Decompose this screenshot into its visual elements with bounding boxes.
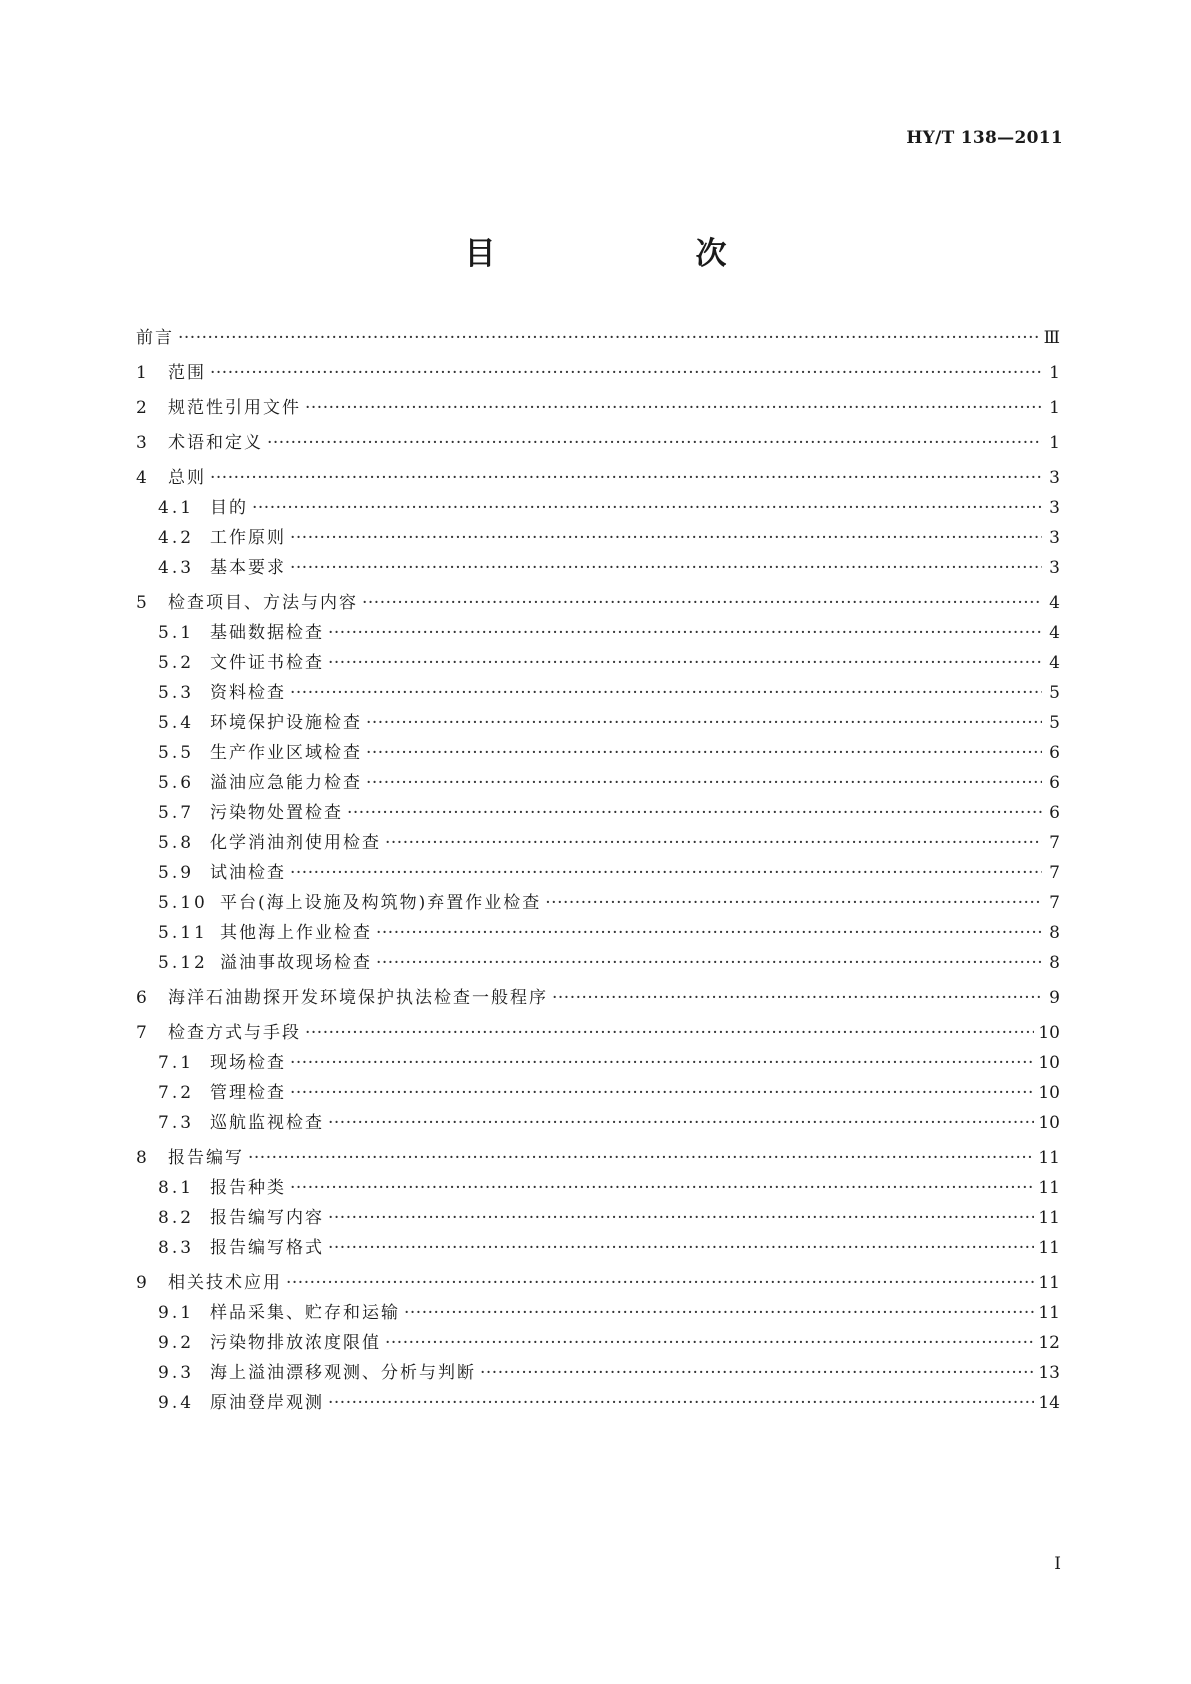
table-of-contents <box>136 330 1060 1412</box>
toc-entry-title: 溢油事故现场检查 <box>220 953 372 973</box>
toc-entry-page: 11 <box>1038 1238 1060 1258</box>
dot-leader <box>290 685 1042 702</box>
toc-entry[interactable] <box>136 595 1060 612</box>
toc-entry[interactable] <box>136 895 1060 912</box>
toc-entry-page: 11 <box>1038 1178 1060 1198</box>
toc-entry-page: 7 <box>1049 833 1060 853</box>
toc-entry[interactable] <box>136 365 1060 382</box>
dot-leader <box>210 470 1042 487</box>
dot-leader <box>290 1055 1034 1072</box>
toc-entry-page: 4 <box>1049 593 1060 613</box>
toc-entry-title: 前言 <box>136 328 174 348</box>
dot-leader <box>328 1240 1034 1257</box>
dot-leader <box>328 1115 1034 1132</box>
toc-entry-number: 5.5 <box>158 743 195 763</box>
toc-entry-page: 14 <box>1038 1393 1060 1413</box>
toc-entry[interactable] <box>136 835 1060 852</box>
dot-leader <box>328 625 1042 642</box>
toc-entry-number: 5.10 <box>158 893 208 913</box>
toc-entry-page: 1 <box>1049 398 1060 418</box>
toc-entry-title: 巡航监视检查 <box>210 1113 324 1133</box>
toc-entry-number: 7 <box>136 1023 150 1043</box>
toc-entry-page: 1 <box>1049 433 1060 453</box>
dot-leader <box>347 805 1042 822</box>
toc-entry-title: 基础数据检查 <box>210 623 324 643</box>
toc-entry-title: 工作原则 <box>210 528 286 548</box>
toc-entry[interactable] <box>136 1055 1060 1072</box>
toc-entry-title: 报告种类 <box>210 1178 286 1198</box>
toc-entry-number: 9.4 <box>158 1393 195 1413</box>
dot-leader <box>252 500 1042 517</box>
toc-entry[interactable] <box>136 400 1060 417</box>
toc-entry-page: 7 <box>1049 863 1060 883</box>
toc-entry-number: 5.8 <box>158 833 195 853</box>
toc-entry-title: 资料检查 <box>210 683 286 703</box>
toc-entry-title: 原油登岸观测 <box>210 1393 324 1413</box>
toc-entry-title: 总则 <box>168 468 206 488</box>
dot-leader <box>290 1180 1034 1197</box>
toc-entry[interactable] <box>136 1025 1060 1042</box>
toc-entry[interactable] <box>136 655 1060 672</box>
toc-entry-title: 现场检查 <box>210 1053 286 1073</box>
toc-entry-title: 管理检查 <box>210 1083 286 1103</box>
toc-entry-page: 3 <box>1049 468 1060 488</box>
toc-entry-title: 术语和定义 <box>168 433 263 453</box>
toc-entry-number: 8.3 <box>158 1238 195 1258</box>
toc-entry-number: 9 <box>136 1273 150 1293</box>
dot-leader <box>366 715 1042 732</box>
toc-entry-page: 10 <box>1038 1053 1060 1073</box>
toc-entry-title: 环境保护设施检查 <box>210 713 362 733</box>
toc-entry-page: 13 <box>1038 1363 1060 1383</box>
toc-entry-page: 11 <box>1038 1303 1060 1323</box>
toc-entry-title: 规范性引用文件 <box>168 398 301 418</box>
toc-entry-page: 4 <box>1049 653 1060 673</box>
toc-entry-page: 10 <box>1038 1023 1060 1043</box>
toc-entry-page: 1 <box>1049 363 1060 383</box>
toc-entry-title: 化学消油剂使用检查 <box>210 833 381 853</box>
toc-entry[interactable] <box>136 685 1060 702</box>
toc-entry[interactable] <box>136 1240 1060 1257</box>
toc-entry-number: 9.3 <box>158 1363 195 1383</box>
toc-entry[interactable] <box>136 865 1060 882</box>
dot-leader <box>552 990 1042 1007</box>
toc-entry-title: 报告编写格式 <box>210 1238 324 1258</box>
toc-entry-page: 5 <box>1049 713 1060 733</box>
toc-entry-title: 试油检查 <box>210 863 286 883</box>
dot-leader <box>286 1275 1034 1292</box>
toc-entry-number: 4.2 <box>158 528 195 548</box>
dot-leader <box>267 435 1042 452</box>
toc-entry-number: 5 <box>136 593 150 613</box>
toc-entry[interactable] <box>136 745 1060 762</box>
dot-leader <box>248 1150 1034 1167</box>
toc-entry-number: 8 <box>136 1148 150 1168</box>
toc-entry-page: 6 <box>1049 743 1060 763</box>
toc-entry-title: 生产作业区域检查 <box>210 743 362 763</box>
toc-entry-title: 样品采集、贮存和运输 <box>210 1303 400 1323</box>
toc-entry[interactable] <box>136 1150 1060 1167</box>
dot-leader <box>210 365 1042 382</box>
toc-entry[interactable] <box>136 625 1060 642</box>
dot-leader <box>385 1335 1034 1352</box>
toc-entry[interactable] <box>136 1275 1060 1292</box>
toc-entry-page: 8 <box>1049 923 1060 943</box>
toc-entry-number: 2 <box>136 398 150 418</box>
toc-entry-number: 7.1 <box>158 1053 195 1073</box>
toc-entry-number: 5.9 <box>158 863 195 883</box>
dot-leader <box>290 530 1042 547</box>
toc-entry-title: 目的 <box>210 498 248 518</box>
dot-leader <box>290 1085 1034 1102</box>
toc-entry-title: 范围 <box>168 363 206 383</box>
toc-entry[interactable] <box>136 435 1060 452</box>
toc-entry-page: Ⅲ <box>1043 328 1060 348</box>
toc-entry-title: 海上溢油漂移观测、分析与判断 <box>210 1363 476 1383</box>
toc-entry[interactable] <box>136 1085 1060 1102</box>
dot-leader <box>385 835 1042 852</box>
toc-entry-number: 5.7 <box>158 803 195 823</box>
toc-entry-page: 7 <box>1049 893 1060 913</box>
toc-entry-number: 4.3 <box>158 558 195 578</box>
toc-entry[interactable] <box>136 1115 1060 1132</box>
toc-entry-title: 检查项目、方法与内容 <box>168 593 358 613</box>
toc-entry-page: 12 <box>1038 1333 1060 1353</box>
toc-entry[interactable] <box>136 805 1060 822</box>
toc-entry-number: 7.3 <box>158 1113 195 1133</box>
toc-entry-title: 基本要求 <box>210 558 286 578</box>
toc-entry-page: 9 <box>1049 988 1060 1008</box>
toc-entry[interactable] <box>136 500 1060 517</box>
dot-leader <box>328 655 1042 672</box>
toc-title: 目 次 <box>464 236 773 272</box>
toc-entry-number: 5.2 <box>158 653 195 673</box>
dot-leader <box>178 330 1040 347</box>
toc-entry-number: 1 <box>136 363 150 383</box>
toc-entry-title: 检查方式与手段 <box>168 1023 301 1043</box>
toc-entry-number: 3 <box>136 433 150 453</box>
dot-leader <box>362 595 1042 612</box>
dot-leader <box>290 560 1042 577</box>
dot-leader <box>366 745 1042 762</box>
dot-leader <box>376 925 1042 942</box>
toc-entry-page: 11 <box>1038 1273 1060 1293</box>
toc-entry[interactable] <box>136 1395 1060 1412</box>
toc-entry-page: 11 <box>1038 1208 1060 1228</box>
toc-entry-title: 污染物处置检查 <box>210 803 343 823</box>
toc-entry[interactable] <box>136 715 1060 732</box>
toc-entry-page: 6 <box>1049 773 1060 793</box>
toc-entry-title: 相关技术应用 <box>168 1273 282 1293</box>
toc-entry[interactable] <box>136 925 1060 942</box>
toc-entry[interactable] <box>136 1365 1060 1382</box>
page-number: I <box>1054 1554 1061 1574</box>
toc-entry-page: 8 <box>1049 953 1060 973</box>
toc-entry[interactable] <box>136 1180 1060 1197</box>
toc-entry-number: 8.1 <box>158 1178 195 1198</box>
toc-entry[interactable] <box>136 1210 1060 1227</box>
dot-leader <box>376 955 1042 972</box>
toc-entry-number: 9.2 <box>158 1333 195 1353</box>
toc-entry-page: 6 <box>1049 803 1060 823</box>
toc-entry-page: 11 <box>1038 1148 1060 1168</box>
toc-entry-title: 污染物排放浓度限值 <box>210 1333 381 1353</box>
toc-entry-page: 4 <box>1049 623 1060 643</box>
toc-entry-number: 5.12 <box>158 953 208 973</box>
toc-entry-title: 报告编写 <box>168 1148 244 1168</box>
dot-leader <box>305 400 1042 417</box>
toc-entry-page: 5 <box>1049 683 1060 703</box>
toc-entry-title: 报告编写内容 <box>210 1208 324 1228</box>
dot-leader <box>305 1025 1034 1042</box>
toc-entry-number: 4.1 <box>158 498 195 518</box>
toc-entry-page: 10 <box>1038 1113 1060 1133</box>
toc-entry-number: 5.11 <box>158 923 208 943</box>
toc-entry-number: 5.6 <box>158 773 195 793</box>
toc-entry[interactable] <box>136 560 1060 577</box>
toc-entry-title: 平台(海上设施及构筑物)弃置作业检查 <box>220 893 542 913</box>
dot-leader <box>404 1305 1034 1322</box>
toc-entry[interactable] <box>136 955 1060 972</box>
toc-entry-number: 5.3 <box>158 683 195 703</box>
toc-entry-number: 4 <box>136 468 150 488</box>
toc-entry-number: 5.1 <box>158 623 195 643</box>
toc-entry-title: 其他海上作业检查 <box>220 923 372 943</box>
toc-entry-page: 3 <box>1049 558 1060 578</box>
dot-leader <box>545 895 1042 912</box>
toc-entry-number: 6 <box>136 988 150 1008</box>
toc-entry-title: 海洋石油勘探开发环境保护执法检查一般程序 <box>168 988 548 1008</box>
dot-leader <box>480 1365 1034 1382</box>
toc-entry-number: 7.2 <box>158 1083 195 1103</box>
toc-entry[interactable] <box>136 330 1060 347</box>
toc-entry-title: 溢油应急能力检查 <box>210 773 362 793</box>
toc-entry[interactable] <box>136 775 1060 792</box>
toc-entry-page: 3 <box>1049 498 1060 518</box>
toc-entry-page: 3 <box>1049 528 1060 548</box>
toc-entry[interactable] <box>136 530 1060 547</box>
dot-leader <box>290 865 1042 882</box>
dot-leader <box>328 1395 1034 1412</box>
toc-entry-number: 9.1 <box>158 1303 195 1323</box>
toc-entry[interactable] <box>136 1305 1060 1322</box>
toc-entry[interactable] <box>136 990 1060 1007</box>
dot-leader <box>366 775 1042 792</box>
toc-entry[interactable] <box>136 470 1060 487</box>
dot-leader <box>328 1210 1034 1227</box>
toc-entry-page: 10 <box>1038 1083 1060 1103</box>
toc-entry-number: 8.2 <box>158 1208 195 1228</box>
toc-entry-number: 5.4 <box>158 713 195 733</box>
toc-entry-title: 文件证书检查 <box>210 653 324 673</box>
toc-entry[interactable] <box>136 1335 1060 1352</box>
standard-code: HY/T 138—2011 <box>906 128 1063 148</box>
